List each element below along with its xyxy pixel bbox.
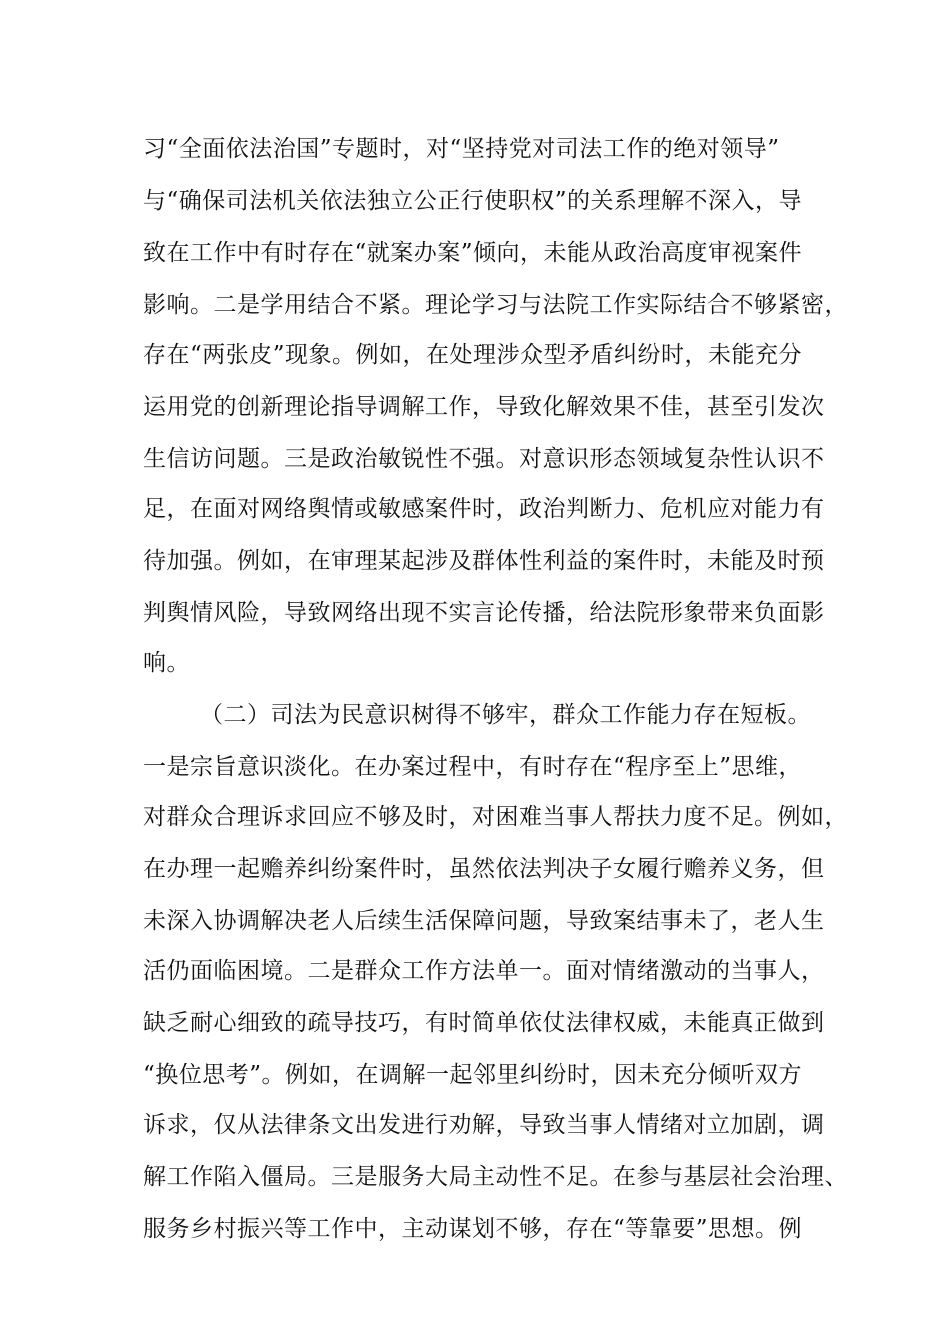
text-line: 缺乏耐心细致的疏导技巧，有时简单依仗法律权威，未能真正做到 [143,1010,825,1036]
text-line: 运用党的创新理论指导调解工作，导致化解效果不佳，甚至引发次 [143,394,825,420]
text-line: 解工作陷入僵局。三是服务大局主动性不足。在参与基层社会治理、 [143,1164,848,1190]
text-line: 生信访问题。三是政治敏锐性不强。对意识形态领域复杂性认识不 [143,446,825,472]
text-line: 服务乡村振兴等工作中，主动谋划不够，存在“等靠要”思想。例 [143,1216,803,1242]
text-line: “换位思考”。例如，在调解一起邻里纠纷时，因未充分倾听双方 [143,1062,803,1088]
text-line: 影响。二是学用结合不紧。理论学习与法院工作实际结合不够紧密， [143,292,848,318]
text-line: 习“全面依法治国”专题时，对“坚持党对司法工作的绝对领导” [143,136,780,162]
text-line: 未深入协调解决老人后续生活保障问题，导致案结事未了，老人生 [143,908,825,934]
text-line: 足，在面对网络舆情或敏感案件时，政治判断力、危机应对能力有 [143,496,825,522]
text-line: 在办理一起赡养纠纷案件时，虽然依法判决子女履行赡养义务，但 [143,856,825,882]
text-line: 响。 [143,650,190,676]
text-line: 存在“两张皮”现象。例如，在处理涉众型矛盾纠纷时，未能充分 [143,342,803,368]
section-heading: （二）司法为民意识树得不够牢，群众工作能力存在短板。 [200,702,811,728]
text-line: 活仍面临困境。二是群众工作方法单一。面对情绪激动的当事人， [143,958,825,984]
text-line: 致在工作中有时存在“就案办案”倾向，未能从政治高度审视案件 [143,240,803,266]
text-line: 待加强。例如，在审理某起涉及群体性利益的案件时，未能及时预 [143,548,825,574]
text-line: 判舆情风险，导致网络出现不实言论传播，给法院形象带来负面影 [143,600,825,626]
text-line: 对群众合理诉求回应不够及时，对困难当事人帮扶力度不足。例如， [143,804,848,830]
text-line: 诉求，仅从法律条文出发进行劝解，导致当事人情绪对立加剧，调 [143,1112,825,1138]
text-line: 一是宗旨意识淡化。在办案过程中，有时存在“程序至上”思维， [143,754,803,780]
text-line: 与“确保司法机关依法独立公正行使职权”的关系理解不深入，导 [143,188,803,214]
